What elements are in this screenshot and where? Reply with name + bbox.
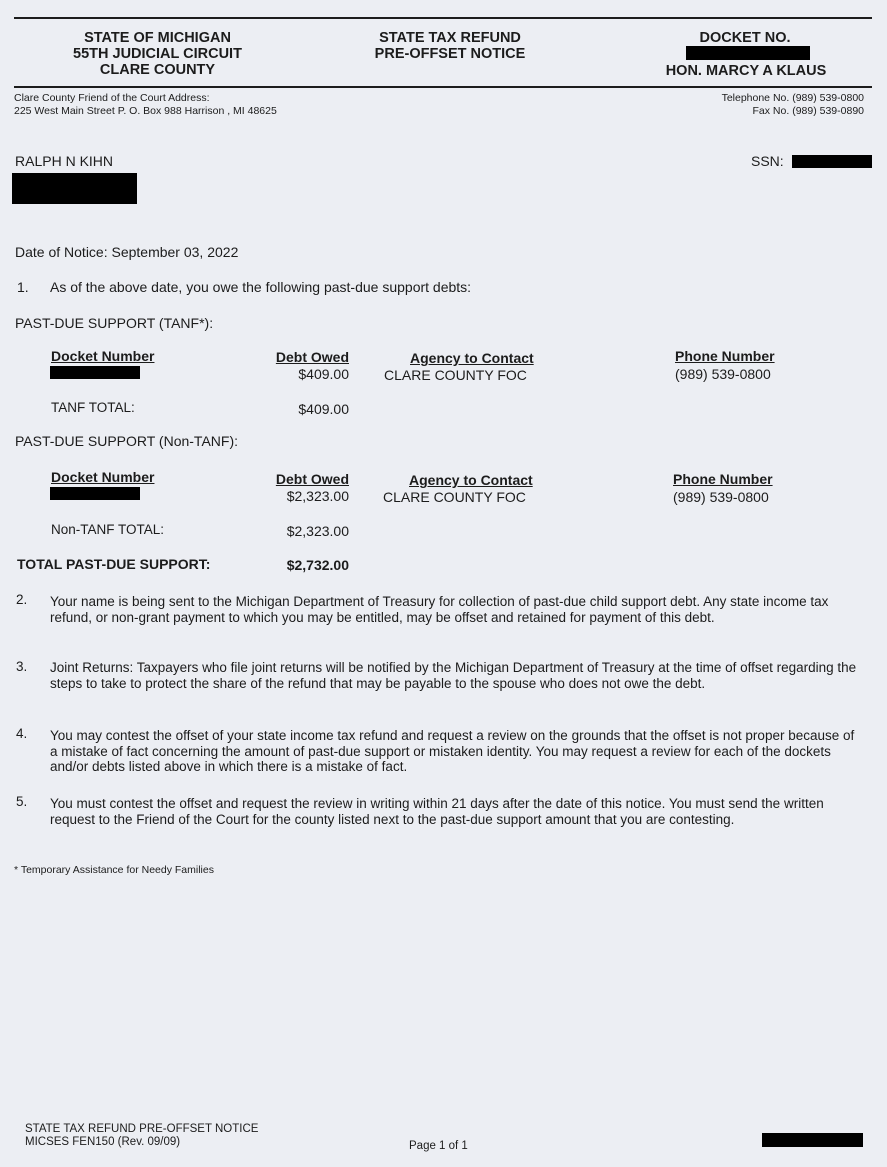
recipient-name: RALPH N KIHN: [15, 153, 114, 169]
tanf-total-label: TANF TOTAL:: [51, 400, 135, 415]
tanf-footnote: * Temporary Assistance for Needy Families: [14, 864, 214, 876]
recipient-address-redaction: [12, 173, 137, 204]
date-of-notice: Date of Notice: September 03, 2022: [15, 244, 239, 260]
grand-total-value: $2,732.00: [286, 557, 349, 573]
form-id: MICSES FEN150 (Rev. 09/09): [25, 1136, 181, 1148]
tanf-col-debt: Debt Owed: [275, 349, 349, 365]
grand-total-label: TOTAL PAST-DUE SUPPORT:: [17, 556, 211, 572]
nontanf-agency: CLARE COUNTY FOC: [383, 489, 526, 505]
court-header: [50, 30, 265, 78]
notice-title-line2: PRE-OFFSET NOTICE: [374, 46, 526, 62]
tanf-docket-redaction: [50, 366, 140, 379]
foc-contact: [722, 92, 864, 118]
foc-fax: Fax No. (989) 539-0890: [752, 105, 864, 117]
court-state: STATE OF MICHIGAN: [84, 30, 231, 46]
judge-name: HON. MARCY A KLAUS: [665, 63, 827, 79]
ssn-label: SSN:: [751, 153, 784, 169]
nontanf-col-docket: Docket Number: [51, 469, 155, 485]
tanf-agency: CLARE COUNTY FOC: [384, 367, 527, 383]
tanf-col-phone: Phone Number: [675, 348, 775, 364]
nontanf-col-debt: Debt Owed: [275, 471, 349, 487]
top-rule: [14, 17, 872, 19]
tanf-section-title: PAST-DUE SUPPORT (TANF*):: [15, 315, 214, 331]
form-footer: [25, 1123, 258, 1149]
nontanf-total-label: Non-TANF TOTAL:: [51, 522, 165, 537]
notice-title-line1: STATE TAX REFUND: [379, 30, 521, 46]
tanf-col-agency: Agency to Contact: [410, 350, 534, 366]
form-title: STATE TAX REFUND PRE-OFFSET NOTICE: [25, 1123, 259, 1135]
foc-address-street: 225 West Main Street P. O. Box 988 Harrison , MI 48625: [14, 105, 277, 117]
paragraph-3-number: 3.: [16, 659, 28, 674]
court-county: CLARE COUNTY: [99, 62, 216, 78]
foc-telephone: Telephone No. (989) 539-0800: [721, 92, 864, 104]
paragraph-5-number: 5.: [16, 794, 28, 809]
nontanf-col-phone: Phone Number: [673, 471, 773, 487]
tanf-total-value: $409.00: [298, 401, 349, 417]
paragraph-2-text: Your name is being sent to the Michigan Department of Treasury for collection of past-due child support debt. Any state income tax refund, or non-grant payment to which you may be entitled, may be offset and retained for payment of this debt.: [50, 594, 829, 625]
tanf-col-docket: Docket Number: [51, 348, 155, 364]
paragraph-4-number: 4.: [16, 726, 28, 741]
nontanf-docket-redaction: [50, 487, 140, 500]
paragraph-4-text: You may contest the offset of your state income tax refund and request a review on the grounds that the offset is not proper because of a mistake of fact concerning the amount of past-due support or mistaken identity. You may request a review for each of the dockets and/or debts listed above in which there is a mistake of fact.: [50, 728, 855, 774]
header-rule: [14, 86, 872, 88]
nontanf-debt-owed: $2,323.00: [286, 488, 349, 504]
nontanf-section-title: PAST-DUE SUPPORT (Non-TANF):: [15, 433, 238, 449]
paragraph-5-text: You must contest the offset and request the review in writing within 21 days after the date of this notice. You must send the written request to the Friend of the Court for the county listed next to the past-due support amount that you are contesting.: [50, 796, 824, 827]
foc-address: [14, 92, 277, 118]
court-circuit: 55TH JUDICIAL CIRCUIT: [73, 46, 242, 62]
foc-address-label: Clare County Friend of the Court Address:: [14, 92, 210, 104]
paragraph-3-text: Joint Returns: Taxpayers who file joint returns will be notified by the Michigan Department of Treasury at the time of offset regarding the steps to take to protect the share of the refund that may be payable to the spouse who does not owe the debt.: [50, 660, 857, 691]
footer-redaction: [762, 1133, 863, 1147]
page-number: Page 1 of 1: [409, 1140, 468, 1152]
nontanf-phone: (989) 539-0800: [673, 489, 769, 505]
docket-label: DOCKET NO.: [699, 30, 791, 46]
nontanf-total-value: $2,323.00: [286, 523, 349, 539]
item-1-number: 1.: [17, 279, 29, 295]
ssn-redaction: [792, 155, 872, 168]
tanf-phone: (989) 539-0800: [675, 366, 771, 382]
paragraph-2-number: 2.: [16, 592, 28, 607]
nontanf-col-agency: Agency to Contact: [409, 472, 533, 488]
notice-title: [345, 30, 555, 62]
item-1-text: As of the above date, you owe the following past-due support debts:: [50, 279, 472, 295]
tanf-debt-owed: $409.00: [298, 366, 349, 382]
docket-number-redaction: [686, 46, 810, 60]
